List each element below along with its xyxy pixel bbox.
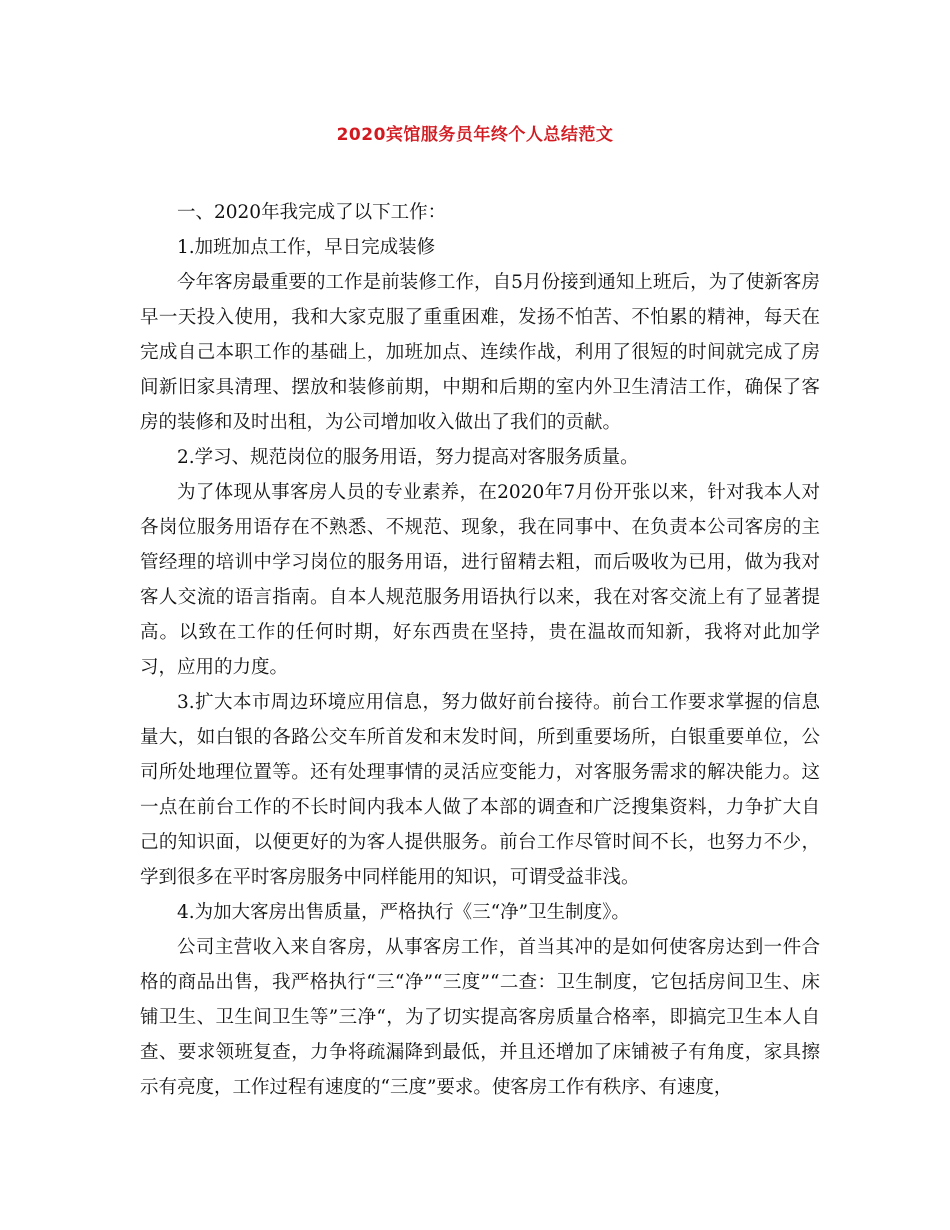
paragraph-section-heading: 一、2020年我完成了以下工作： — [177, 202, 447, 223]
paragraph-item-2-heading: 2.学习、规范岗位的服务用语，努力提高对客服务质量。 — [177, 447, 639, 468]
paragraph-item-2-body: 为了体现从事客房人员的专业素养，在2020年7月份开张以来，针对我本人对各岗位服务用语存在不熟悉、不规范、现象，我在同事中、在负责本公司客房的主管经理的培训中学习岗位的服务用语，进行留精去粗，而后吸收为已用，做为我对客人交流的语言指南。自本人规范服务用语执行以来，我在对客交流上有了显著提高。以致在工作的任何时期，好东西贵在坚持，贵在温故而知新，我将对此加学习，应用的力度。 — [140, 482, 820, 678]
paragraph-item-1-heading: 1.加班加点工作，早日完成装修 — [177, 237, 436, 258]
paragraph-item-4-body: 公司主营收入来自客房，从事客房工作，首当其冲的是如何使客房达到一件合格的商品出售，我严格执行“三“净”“三度”“二查：卫生制度，它包括房间卫生、床铺卫生、卫生间卫生等”三净“，为了切实提高客房质量合格率，即搞完卫生本人自查、要求领班复查，力争将疏漏降到最低，并且还增加了床铺被子有角度，家具擦示有亮度，工作过程有速度的“三度”要求。使客房工作有秩序、有速度， — [140, 937, 820, 1098]
paragraph-item-4-heading: 4.为加大客房出售质量，严格执行《三“净”卫生制度》。 — [177, 902, 630, 923]
document-body — [140, 195, 820, 1105]
paragraph-item-1-body: 今年客房最重要的工作是前装修工作，自5月份接到通知上班后，为了使新客房早一天投入使用，我和大家克服了重重困难，发扬不怕苦、不怕累的精神，每天在完成自己本职工作的基础上，加班加点、连续作战，利用了很短的时间就完成了房间新旧家具清理、摆放和装修前期，中期和后期的室内外卫生清洁工作，确保了客房的装修和及时出租，为公司增加收入做出了我们的贡献。 — [140, 272, 820, 433]
document-title: 2020宾馆服务员年终个人总结范文 — [336, 125, 614, 145]
paragraph-item-3: 3.扩大本市周边环境应用信息，努力做好前台接待。前台工作要求掌握的信息量大，如白银的各路公交车所首发和末发时间，所到重要场所，白银重要单位，公司所处地理位置等。还有处理事情的灵活应变能力，对客服务需求的解决能力。这一点在前台工作的不长时间内我本人做了本部的调查和广泛搜集资料，力争扩大自己的知识面，以便更好的为客人提供服务。前台工作尽管时间不长，也努力不少，学到很多在平时客房服务中同样能用的知识，可谓受益非浅。 — [140, 692, 820, 888]
